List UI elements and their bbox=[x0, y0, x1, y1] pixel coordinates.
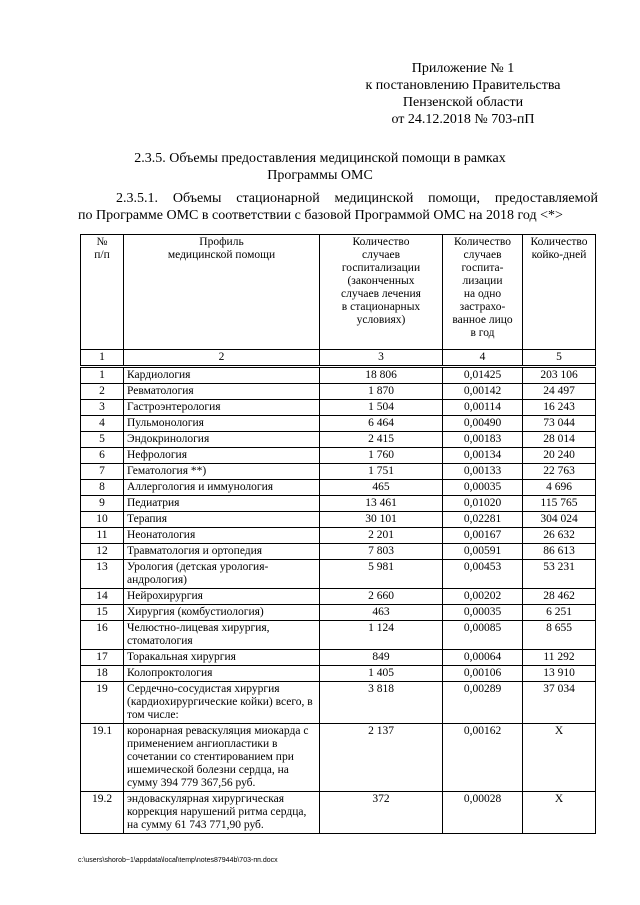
row-bed-days: 86 613 bbox=[523, 544, 596, 560]
header-line-3: Пензенской области bbox=[402, 95, 524, 110]
table-row bbox=[81, 432, 596, 448]
row-profile: Урология (детская урология-андрология) bbox=[124, 560, 320, 589]
col-number-3: 3 bbox=[320, 350, 443, 367]
row-cases: 463 bbox=[320, 605, 443, 621]
header-line-4: от 24.12.2018 № 703-пП bbox=[391, 112, 535, 127]
row-profile: Челюстно-лицевая хирургия, стоматология bbox=[124, 621, 320, 650]
row-bed-days: 11 292 bbox=[523, 650, 596, 666]
row-bed-days: 13 910 bbox=[523, 666, 596, 682]
row-cases: 1 751 bbox=[320, 464, 443, 480]
row-number: 19 bbox=[81, 682, 124, 724]
row-cases: 6 464 bbox=[320, 416, 443, 432]
row-profile: Неонатология bbox=[124, 528, 320, 544]
row-profile: Гематология **) bbox=[124, 464, 320, 480]
header-line-2: к постановлению Правительства bbox=[365, 78, 561, 93]
row-profile: Травматология и ортопедия bbox=[124, 544, 320, 560]
table-row bbox=[81, 496, 596, 512]
row-number: 19.1 bbox=[81, 724, 124, 792]
table-row bbox=[81, 589, 596, 605]
table-row bbox=[81, 650, 596, 666]
row-number: 7 bbox=[81, 464, 124, 480]
row-bed-days: X bbox=[523, 792, 596, 834]
row-per-insured: 0,00085 bbox=[443, 621, 523, 650]
row-profile: Пульмонология bbox=[124, 416, 320, 432]
row-bed-days: 28 462 bbox=[523, 589, 596, 605]
row-bed-days: 26 632 bbox=[523, 528, 596, 544]
column-number-row bbox=[81, 350, 596, 367]
row-per-insured: 0,02281 bbox=[443, 512, 523, 528]
table-header-row bbox=[81, 235, 596, 350]
table-row bbox=[81, 724, 596, 792]
row-cases: 7 803 bbox=[320, 544, 443, 560]
row-bed-days: 115 765 bbox=[523, 496, 596, 512]
row-per-insured: 0,00106 bbox=[443, 666, 523, 682]
row-cases: 1 760 bbox=[320, 448, 443, 464]
row-profile: Ревматология bbox=[124, 384, 320, 400]
table-row bbox=[81, 384, 596, 400]
row-per-insured: 0,00064 bbox=[443, 650, 523, 666]
row-profile: Терапия bbox=[124, 512, 320, 528]
row-profile: Колопроктология bbox=[124, 666, 320, 682]
row-cases: 1 124 bbox=[320, 621, 443, 650]
row-profile: Гастроэнтерология bbox=[124, 400, 320, 416]
row-bed-days: X bbox=[523, 724, 596, 792]
row-profile: коронарная реваскуляция миокарда с применением ангиопластики в сочетании со стентированием при ишемической болезни сердца, на сумму 394 779 367,56 руб. bbox=[124, 724, 320, 792]
row-profile: Аллергология и иммунология bbox=[124, 480, 320, 496]
row-per-insured: 0,00114 bbox=[443, 400, 523, 416]
row-cases: 30 101 bbox=[320, 512, 443, 528]
row-per-insured: 0,00028 bbox=[443, 792, 523, 834]
intro-line-1: 2.3.5.1. Объемы стационарной медицинской помощи, предоставляемой bbox=[116, 191, 598, 206]
row-number: 3 bbox=[81, 400, 124, 416]
row-per-insured: 0,00202 bbox=[443, 589, 523, 605]
row-number: 18 bbox=[81, 666, 124, 682]
row-per-insured: 0,01425 bbox=[443, 367, 523, 384]
row-bed-days: 20 240 bbox=[523, 448, 596, 464]
row-profile: Кардиология bbox=[124, 367, 320, 384]
row-number: 13 bbox=[81, 560, 124, 589]
row-per-insured: 0,00167 bbox=[443, 528, 523, 544]
table-row bbox=[81, 682, 596, 724]
row-cases: 849 bbox=[320, 650, 443, 666]
table-row bbox=[81, 544, 596, 560]
row-cases: 2 137 bbox=[320, 724, 443, 792]
row-number: 15 bbox=[81, 605, 124, 621]
section-title bbox=[100, 150, 540, 184]
table-row bbox=[81, 792, 596, 834]
row-number: 19.2 bbox=[81, 792, 124, 834]
row-per-insured: 0,00035 bbox=[443, 480, 523, 496]
row-number: 17 bbox=[81, 650, 124, 666]
row-number: 12 bbox=[81, 544, 124, 560]
intro-paragraph bbox=[78, 190, 598, 224]
header-line-1: Приложение № 1 bbox=[411, 61, 515, 76]
row-number: 6 bbox=[81, 448, 124, 464]
row-bed-days: 16 243 bbox=[523, 400, 596, 416]
intro-line-2: по Программе ОМС в соответствии с базовой Программой ОМС на 2018 год <*> bbox=[78, 208, 563, 223]
file-path-footer: c:\users\shorob~1\appdata\local\temp\notes87944b\703-пп.docx bbox=[78, 857, 278, 864]
col-number-4: 4 bbox=[443, 350, 523, 367]
row-profile: Торакальная хирургия bbox=[124, 650, 320, 666]
row-profile: Хирургия (комбустиология) bbox=[124, 605, 320, 621]
row-cases: 3 818 bbox=[320, 682, 443, 724]
col-number-5: 5 bbox=[523, 350, 596, 367]
table-row bbox=[81, 448, 596, 464]
row-number: 1 bbox=[81, 367, 124, 384]
row-bed-days: 24 497 bbox=[523, 384, 596, 400]
row-per-insured: 0,01020 bbox=[443, 496, 523, 512]
row-per-insured: 0,00142 bbox=[443, 384, 523, 400]
header-bed-days: Количество койко-дней bbox=[523, 235, 596, 350]
table-row bbox=[81, 480, 596, 496]
row-bed-days: 28 014 bbox=[523, 432, 596, 448]
row-cases: 2 201 bbox=[320, 528, 443, 544]
row-cases: 372 bbox=[320, 792, 443, 834]
row-cases: 2 415 bbox=[320, 432, 443, 448]
row-cases: 5 981 bbox=[320, 560, 443, 589]
row-number: 14 bbox=[81, 589, 124, 605]
row-number: 5 bbox=[81, 432, 124, 448]
table-row bbox=[81, 528, 596, 544]
table-row bbox=[81, 666, 596, 682]
header-profile: Профиль медицинской помощи bbox=[124, 235, 320, 350]
row-bed-days: 6 251 bbox=[523, 605, 596, 621]
volumes-table bbox=[80, 234, 596, 834]
row-profile: Сердечно-сосудистая хирургия (кардиохирургические койки) всего, в том числе: bbox=[124, 682, 320, 724]
row-number: 16 bbox=[81, 621, 124, 650]
table-row bbox=[81, 621, 596, 650]
row-profile: Нейрохирургия bbox=[124, 589, 320, 605]
table-row bbox=[81, 464, 596, 480]
row-profile: Педиатрия bbox=[124, 496, 320, 512]
table-row bbox=[81, 416, 596, 432]
header-cases: Количество случаев госпитализации (законченных случаев лечения в стационарных условиях) bbox=[320, 235, 443, 350]
row-bed-days: 304 024 bbox=[523, 512, 596, 528]
row-cases: 1 870 bbox=[320, 384, 443, 400]
row-cases: 18 806 bbox=[320, 367, 443, 384]
row-bed-days: 8 655 bbox=[523, 621, 596, 650]
header-per-insured: Количество случаев госпита- лизации на одно застрахо- ванное лицо в год bbox=[443, 235, 523, 350]
col-number-2: 2 bbox=[124, 350, 320, 367]
row-bed-days: 53 231 bbox=[523, 560, 596, 589]
row-cases: 13 461 bbox=[320, 496, 443, 512]
row-bed-days: 73 044 bbox=[523, 416, 596, 432]
row-per-insured: 0,00453 bbox=[443, 560, 523, 589]
approval-header bbox=[348, 60, 578, 128]
row-bed-days: 22 763 bbox=[523, 464, 596, 480]
row-per-insured: 0,00035 bbox=[443, 605, 523, 621]
row-per-insured: 0,00591 bbox=[443, 544, 523, 560]
row-per-insured: 0,00133 bbox=[443, 464, 523, 480]
table-row bbox=[81, 560, 596, 589]
row-profile: Эндокринология bbox=[124, 432, 320, 448]
row-bed-days: 37 034 bbox=[523, 682, 596, 724]
row-profile: Нефрология bbox=[124, 448, 320, 464]
row-number: 9 bbox=[81, 496, 124, 512]
row-number: 2 bbox=[81, 384, 124, 400]
row-profile: эндоваскулярная хирургическая коррекция нарушений ритма сердца, на сумму 61 743 771,90 руб. bbox=[124, 792, 320, 834]
row-number: 10 bbox=[81, 512, 124, 528]
table-row bbox=[81, 367, 596, 384]
row-cases: 1 504 bbox=[320, 400, 443, 416]
row-cases: 2 660 bbox=[320, 589, 443, 605]
row-per-insured: 0,00134 bbox=[443, 448, 523, 464]
table-row bbox=[81, 512, 596, 528]
row-bed-days: 4 696 bbox=[523, 480, 596, 496]
row-bed-days: 203 106 bbox=[523, 367, 596, 384]
row-cases: 465 bbox=[320, 480, 443, 496]
section-title-line-2: Программы ОМС bbox=[267, 168, 373, 183]
row-number: 11 bbox=[81, 528, 124, 544]
row-cases: 1 405 bbox=[320, 666, 443, 682]
row-number: 4 bbox=[81, 416, 124, 432]
table-row bbox=[81, 400, 596, 416]
section-title-line-1: 2.3.5. Объемы предоставления медицинской помощи в рамках bbox=[134, 151, 506, 166]
row-per-insured: 0,00162 bbox=[443, 724, 523, 792]
header-number: № п/п bbox=[81, 235, 124, 350]
row-per-insured: 0,00183 bbox=[443, 432, 523, 448]
row-number: 8 bbox=[81, 480, 124, 496]
row-per-insured: 0,00490 bbox=[443, 416, 523, 432]
row-per-insured: 0,00289 bbox=[443, 682, 523, 724]
table-row bbox=[81, 605, 596, 621]
col-number-1: 1 bbox=[81, 350, 124, 367]
